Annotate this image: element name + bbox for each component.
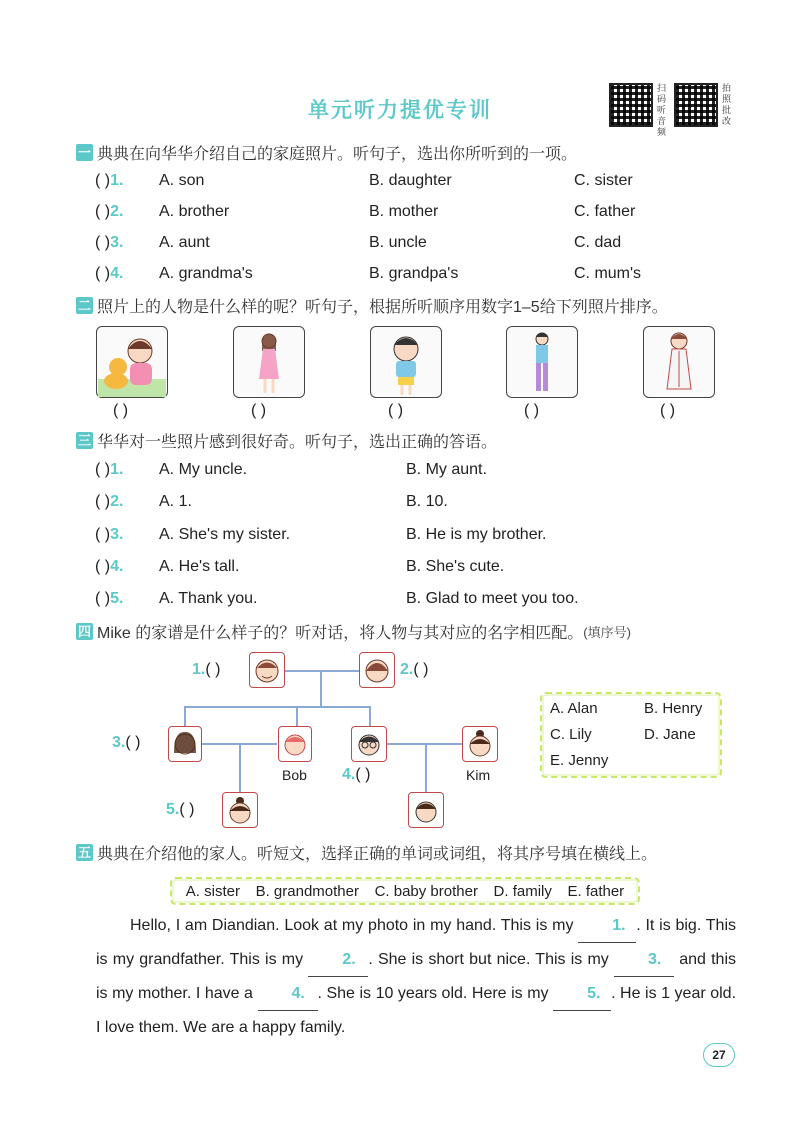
- answer-paren[interactable]: ( )3.: [95, 234, 124, 251]
- photo-boy-in-blue: [370, 326, 442, 398]
- tree-line: [386, 743, 462, 745]
- page-number: 27: [703, 1043, 735, 1067]
- photo-paren-2[interactable]: ( ): [251, 402, 267, 419]
- option-c: C. sister: [574, 172, 633, 189]
- option-a: A. grandma's: [159, 265, 253, 282]
- section-note: (填序号): [583, 624, 631, 640]
- tree-line: [320, 671, 322, 707]
- section-4-header: [76, 619, 631, 643]
- boy-face-icon: [280, 729, 310, 759]
- tree-line: [184, 706, 186, 728]
- tree-line: [296, 706, 298, 728]
- fill-blank-3[interactable]: 3.: [614, 943, 674, 977]
- tree-label-1[interactable]: 1.( ): [192, 661, 221, 678]
- name-option: D. Jane: [644, 726, 696, 743]
- word-bank: [170, 877, 640, 905]
- section-2-header: [76, 293, 668, 317]
- photo-paren-5[interactable]: ( ): [660, 402, 676, 419]
- name-option: A. Alan: [550, 700, 598, 717]
- photo-paren-4[interactable]: ( ): [524, 402, 540, 419]
- fill-blank-4[interactable]: 4.: [258, 977, 318, 1011]
- tree-name-bob: Bob: [282, 767, 307, 783]
- tree-person-kim: [462, 726, 498, 762]
- tree-line: [239, 743, 241, 793]
- word-option: B. grandmother: [255, 882, 359, 900]
- word-option: D. family: [493, 882, 552, 900]
- page-title: 单元听力提优专训: [308, 99, 492, 122]
- name-options-box: [540, 692, 722, 778]
- section-badge: 四: [77, 623, 91, 639]
- option-a: A. He's tall.: [159, 558, 240, 575]
- word-option: E. father: [567, 882, 625, 900]
- passage-text: . She is short but nice. This is my: [368, 951, 615, 968]
- section-5-header: [76, 840, 657, 864]
- section-instruction: 华华对一些照片感到很好奇。听句子，选出正确的答语。: [97, 433, 498, 451]
- option-a: A. Thank you.: [159, 590, 258, 607]
- section-badge: 二: [77, 297, 91, 313]
- option-a: A. aunt: [159, 234, 210, 251]
- section-instruction: 照片上的人物是什么样的呢？听句子，根据所听顺序用数字1–5给下列照片排序。: [97, 298, 668, 316]
- word-option: C. baby brother: [374, 882, 478, 900]
- passage-text: and this is my mother. I have a: [96, 951, 737, 1002]
- section-badge: 三: [77, 432, 91, 448]
- tree-label-4[interactable]: 4.( ): [342, 766, 371, 783]
- option-b: B. 10.: [406, 493, 448, 510]
- section-instruction: 典典在介绍他的家人。听短文，选择正确的单词或词组，将其序号填在横线上。: [97, 845, 658, 863]
- girl-in-pink-icon: [235, 329, 303, 397]
- option-b: B. daughter: [369, 172, 452, 189]
- qr-label-grade: 拍照批改: [722, 83, 732, 126]
- answer-paren[interactable]: ( )1.: [95, 461, 124, 478]
- fill-blank-5[interactable]: 5.: [553, 977, 611, 1011]
- tree-label-2[interactable]: 2.( ): [400, 661, 429, 678]
- tree-person-2: [359, 652, 395, 688]
- option-a: A. She's my sister.: [159, 526, 291, 543]
- tree-person-5: [222, 792, 258, 828]
- answer-paren[interactable]: ( )3.: [95, 526, 124, 543]
- tree-line: [369, 706, 371, 728]
- qr-code-grade[interactable]: [674, 83, 718, 127]
- boy-in-blue-icon: [372, 329, 440, 397]
- tree-person-4: [351, 726, 387, 762]
- name-option: E. Jenny: [550, 752, 609, 769]
- grandma-face-icon: [362, 655, 392, 685]
- boy-face-icon: [411, 795, 441, 825]
- tree-person-3: [168, 726, 202, 762]
- photo-grandma: [643, 326, 715, 398]
- qr-code-audio[interactable]: [609, 83, 653, 127]
- option-b: B. She's cute.: [406, 558, 505, 575]
- answer-paren[interactable]: ( )1.: [95, 172, 124, 189]
- tree-label-3[interactable]: 3.( ): [112, 734, 141, 751]
- answer-paren[interactable]: ( )2.: [95, 493, 124, 510]
- passage-text: Hello, I am Diandian. Look at my photo in my hand. This is my: [130, 917, 579, 934]
- option-a: A. 1.: [159, 493, 192, 510]
- section-badge: 一: [77, 144, 91, 160]
- name-option: C. Lily: [550, 726, 592, 743]
- word-option: A. sister: [185, 882, 240, 900]
- tree-person-bob: [278, 726, 312, 762]
- answer-paren[interactable]: ( )5.: [95, 590, 124, 607]
- grandpa-face-icon: [252, 655, 282, 685]
- option-b: B. mother: [369, 203, 439, 220]
- tree-line: [184, 706, 370, 708]
- tree-person-1: [249, 652, 285, 688]
- option-b: B. My aunt.: [406, 461, 487, 478]
- option-c: C. dad: [574, 234, 622, 251]
- answer-paren[interactable]: ( )2.: [95, 203, 124, 220]
- name-option: B. Henry: [644, 700, 703, 717]
- answer-paren[interactable]: ( )4.: [95, 558, 124, 575]
- photo-tall-boy: [506, 326, 578, 398]
- girl-with-cat-icon: [98, 329, 166, 397]
- passage-text: . He is 1 year old. I love them. We are a happy family.: [96, 985, 737, 1036]
- section-1-header: [76, 140, 577, 164]
- option-a: A. son: [159, 172, 205, 189]
- passage: [96, 909, 736, 1044]
- woman-face-icon: [170, 729, 200, 759]
- tall-boy-icon: [508, 329, 576, 397]
- girl-face-icon: [225, 795, 255, 825]
- option-c: C. father: [574, 203, 636, 220]
- option-a: A. brother: [159, 203, 230, 220]
- photo-girl-with-cat: [96, 326, 168, 398]
- tree-label-5[interactable]: 5.( ): [166, 801, 195, 818]
- grandma-icon: [645, 329, 713, 397]
- section-badge: 五: [77, 844, 91, 860]
- option-b: B. grandpa's: [369, 265, 459, 282]
- tree-line: [425, 743, 427, 793]
- photo-girl-in-pink: [233, 326, 305, 398]
- fill-blank-2[interactable]: 2.: [308, 943, 368, 977]
- tree-person-6: [408, 792, 444, 828]
- section-instruction: Mike 的家谱是什么样子的？听对话，将人物与其对应的名字相匹配。: [97, 624, 584, 642]
- option-b: B. He is my brother.: [406, 526, 547, 543]
- option-b: B. uncle: [369, 234, 427, 251]
- answer-paren[interactable]: ( )4.: [95, 265, 124, 282]
- section-instruction: 典典在向华华介绍自己的家庭照片。听句子，选出你所听到的一项。: [97, 145, 578, 163]
- woman-bun-face-icon: [465, 729, 495, 759]
- passage-text: . It is big. This is my grandfather. This is my: [96, 917, 737, 968]
- man-with-glasses-face-icon: [354, 729, 384, 759]
- tree-name-kim: Kim: [466, 767, 491, 783]
- option-b: B. Glad to meet you too.: [406, 590, 579, 607]
- passage-text: . She is 10 years old. Here is my: [317, 985, 554, 1002]
- fill-blank-1[interactable]: 1.: [578, 909, 636, 943]
- option-c: C. mum's: [574, 265, 642, 282]
- section-3-header: [76, 428, 497, 452]
- photo-paren-1[interactable]: ( ): [113, 402, 129, 419]
- option-a: A. My uncle.: [159, 461, 248, 478]
- photo-paren-3[interactable]: ( ): [388, 402, 404, 419]
- qr-label-audio: 扫码听音频: [657, 83, 667, 137]
